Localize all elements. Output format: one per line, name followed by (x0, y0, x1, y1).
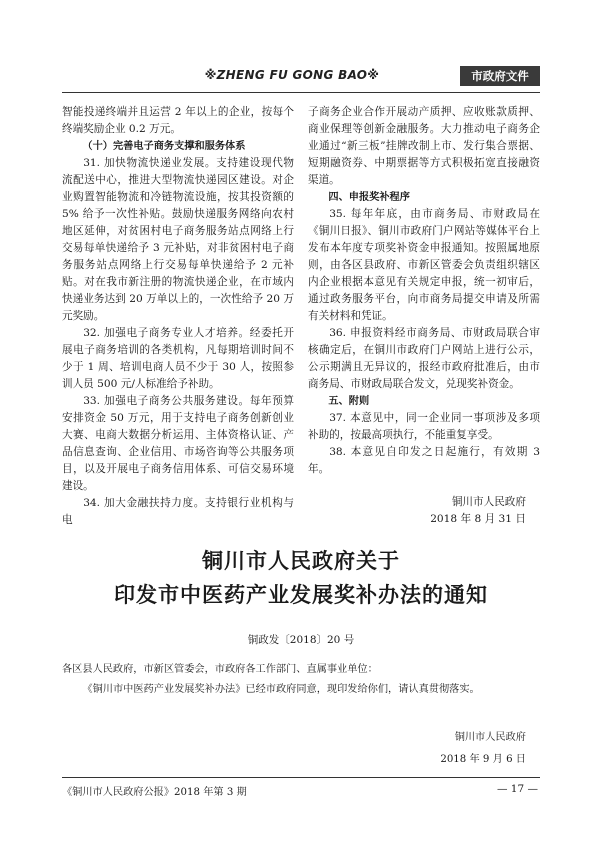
footer-divider (62, 777, 540, 778)
signature-org: 铜川市人民政府 (451, 496, 526, 508)
right-column (308, 104, 540, 528)
section-heading: 四、申报奖补程序 (328, 192, 410, 203)
notice-title-line-2: 印发市中医药产业发展奖补办法的通知 (114, 582, 488, 607)
left-column (62, 104, 294, 529)
paragraph: 32. 加强电子商务专业人才培养。经委托开展电子商务培训的各类机构，凡每期培训时间不少于 1 周、培训电商人员不少于 30 人，按照参训人员 500 元/人标准给予补助。 (62, 327, 294, 390)
document-number: 铜政发〔2018〕20 号 (247, 634, 355, 646)
notice-signature-org: 铜川市人民政府 (454, 732, 526, 743)
notice-text: 《铜川市中医药产业发展奖补办法》已经市政府同意，现印发给你们，请认真贯彻落实。 (82, 684, 480, 695)
notice-title (62, 544, 540, 612)
signature-date: 2018 年 8 月 31 日 (430, 513, 526, 525)
notice-title-line-1: 铜川市人民政府关于 (202, 548, 400, 573)
paragraph: 38. 本意见自印发之日起施行，有效期 3 年。 (308, 446, 540, 475)
paragraph: 36. 申报资料经市商务局、市财政局联合审核确定后，在铜川市政府门户网站上进行公示，公示期满且无异议的，报经市政府批准后，由市商务局、市财政局联合发文，兑现奖补资金。 (308, 327, 540, 390)
paragraph: 智能投递终端并且运营 2 年以上的企业，按每个终端奖励企业 0.2 万元。 (62, 106, 294, 135)
notice-body (62, 660, 540, 700)
header-divider (62, 92, 540, 93)
journal-title: ※ZHENG FU GONG BAO※ (204, 68, 380, 82)
paragraph: 子商务企业合作开展动产质押、应收账款质押、商业保理等创新金融服务。大力推动电子商务企业通过“新三板”挂牌改制上市、发行集合票据、短期融资券、中期票据等方式积极拓宽直接融资渠道。 (308, 106, 540, 186)
section-tag: 市政府文件 (460, 66, 540, 86)
paragraph: 37. 本意见中，同一企业同一事项涉及多项补助的，按最高项执行，不能重复享受。 (308, 412, 540, 441)
paragraph: 35. 每年年底，由市商务局、市财政局在《铜川日报》、铜川市政府门户网站等媒体平台上发布本年度专项奖补资金申报通知。按照属地原则，由各区县政府、市新区管委会负责组织辖区内企业根据本意见有关规定申报，统一初审后，通过政务服务平台，向市商务局提交申请及所需有关材料和凭证。 (308, 208, 540, 322)
paragraph: 34. 加大金融扶持力度。支持银行业机构与电 (62, 497, 294, 526)
section-heading: （十）完善电子商务支撑和服务体系 (82, 141, 246, 152)
paragraph: 33. 加强电子商务公共服务建设。每年预算安排资金 50 万元，用于支持电子商务创新创业大赛、电商大数据分析运用、主体资格认证、产品信息查询、企业信用、市场咨询等公共服务项目，以及开展电子商务信用体系、可信交易环境建设。 (62, 395, 294, 492)
notice-recipients: 各区县人民政府，市新区管委会，市政府各工作部门、直属事业单位： (62, 664, 378, 675)
notice-signature-date: 2018 年 9 月 6 日 (440, 754, 526, 765)
page-header (62, 66, 540, 86)
footer-issue: 《铜川市人民政府公报》2018 年第 3 期 (62, 787, 247, 798)
section-heading: 五、附则 (328, 396, 370, 407)
page-number: — 17 — (496, 783, 538, 795)
paragraph: 31. 加快物流快递业发展。支持建设现代物流配送中心，推进大型物流快递园区建设。对企业购置智能物流和冷链物流设施，按其投资额的 5% 给予一次性补贴。鼓励快递服务网络向农村地区延伸，对贫困村电子商务服务站点网络上行交易每单快递给予 3 元补贴，对非贫困村电子商务服务站点网络上行交易每单快递给予 2 元补贴。对在我市新注册的物流快递企业，在市域内快递业务达到 20 万单以上的，一次性给予 20 万元奖励。 (62, 157, 294, 322)
